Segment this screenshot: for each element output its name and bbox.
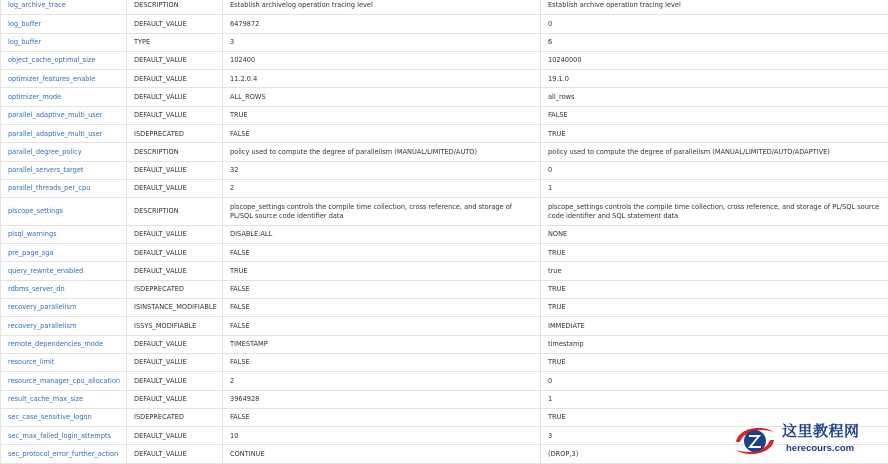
parameter-name-link[interactable]: sec_case_sensitive_logon [1,408,127,426]
table-row [1,335,888,353]
attribute-cell: DEFAULT_VALUE [127,179,223,197]
parameter-name-link[interactable]: optimizer_features_enable [1,70,127,88]
new-value-cell: TRUE [541,299,888,317]
attribute-cell: ISDEPRECATED [127,125,223,143]
parameter-name-link[interactable]: resource_limit [1,353,127,371]
parameter-name-link[interactable]: sec_protocol_error_further_action [1,445,127,463]
table-row [1,125,888,143]
new-value-cell: TRUE [541,408,888,426]
parameter-name-link[interactable]: query_rewrite_enabled [1,262,127,280]
attribute-cell: DEFAULT_VALUE [127,262,223,280]
new-value-cell: 19.1.0 [541,70,888,88]
old-value-cell: TRUE [223,262,541,280]
parameter-name-link[interactable]: resource_manager_cpu_allocation [1,372,127,390]
swoosh-z-logo-icon [732,422,778,460]
parameter-name-link[interactable]: parallel_adaptive_multi_user [1,106,127,124]
table-row [1,161,888,179]
attribute-cell: DEFAULT_VALUE [127,372,223,390]
parameter-name-link[interactable]: sec_max_failed_login_attempts [1,427,127,445]
attribute-cell: TYPE [127,33,223,51]
table-row [1,353,888,371]
old-value-cell: CONTINUE [223,445,541,463]
attribute-cell: DEFAULT_VALUE [127,390,223,408]
attribute-cell: DEFAULT_VALUE [127,88,223,106]
attribute-cell: ISINSTANCE_MODIFIABLE [127,299,223,317]
table-row [1,198,888,226]
watermark-chinese-title: 这里教程网 [782,422,860,440]
old-value-cell: TIMESTAMP [223,335,541,353]
new-value-cell: 10240000 [541,51,888,69]
old-value-cell: FALSE [223,317,541,335]
parameter-name-link[interactable]: log_buffer [1,15,127,33]
table-row [1,280,888,298]
parameter-name-link[interactable]: parallel_threads_per_cpu [1,179,127,197]
old-value-cell: DISABLE:ALL [223,225,541,243]
old-value-cell: Establish archivelog operation tracing level [223,0,541,15]
table-row [1,0,888,15]
old-value-cell: policy used to compute the degree of parallelism (MANUAL/LIMITED/AUTO) [223,143,541,161]
attribute-cell: DESCRIPTION [127,198,223,226]
parameter-name-link[interactable]: plsql_warnings [1,225,127,243]
table-row [1,106,888,124]
new-value-cell: Establish archive operation tracing level [541,0,888,15]
old-value-cell: FALSE [223,125,541,143]
new-value-cell: 0 [541,372,888,390]
parameter-name-link[interactable]: log_buffer [1,33,127,51]
parameter-name-link[interactable]: recovery_parallelism [1,317,127,335]
parameter-name-link[interactable]: optimizer_mode [1,88,127,106]
parameter-name-link[interactable]: parallel_adaptive_multi_user [1,125,127,143]
new-value-cell: true [541,262,888,280]
new-value-cell: 6 [541,33,888,51]
attribute-cell: ISSYS_MODIFIABLE [127,317,223,335]
attribute-cell: DESCRIPTION [127,0,223,15]
new-value-cell: 0 [541,161,888,179]
new-value-cell: TRUE [541,125,888,143]
attribute-cell: DEFAULT_VALUE [127,51,223,69]
old-value-cell: 102400 [223,51,541,69]
table-row [1,143,888,161]
new-value-cell: 0 [541,15,888,33]
parameter-name-link[interactable]: parallel_degree_policy [1,143,127,161]
new-value-cell: 1 [541,390,888,408]
site-watermark [732,418,884,462]
new-value-cell: policy used to compute the degree of parallelism (MANUAL/LIMITED/AUTO/ADAPTIVE) [541,143,888,161]
table-body [1,0,888,463]
parameter-name-link[interactable]: result_cache_max_size [1,390,127,408]
new-value-cell: plscope_settings controls the compile time collection, cross reference, and storage of PL/SQL source code identifier and SQL statement data [541,198,888,226]
table-row [1,15,888,33]
old-value-cell: TRUE [223,106,541,124]
old-value-cell: FALSE [223,244,541,262]
attribute-cell: DEFAULT_VALUE [127,427,223,445]
table-row [1,317,888,335]
table-row [1,70,888,88]
new-value-cell: all_rows [541,88,888,106]
new-value-cell: TRUE [541,353,888,371]
new-value-cell: (DROP,3) [541,445,888,463]
new-value-cell: IMMEDIATE [541,317,888,335]
new-value-cell: TRUE [541,244,888,262]
attribute-cell: DEFAULT_VALUE [127,70,223,88]
table-row [1,179,888,197]
old-value-cell: 2 [223,179,541,197]
attribute-cell: DEFAULT_VALUE [127,445,223,463]
old-value-cell: 32 [223,161,541,179]
table-row [1,390,888,408]
old-value-cell: plscope_settings controls the compile time collection, cross reference, and storage of PL/SQL source code identifier data [223,198,541,226]
new-value-cell: NONE [541,225,888,243]
table-row [1,262,888,280]
parameter-name-link[interactable]: rdbms_server_dn [1,280,127,298]
attribute-cell: DEFAULT_VALUE [127,335,223,353]
parameter-name-link[interactable]: plscope_settings [1,198,127,226]
table-row [1,33,888,51]
attribute-cell: DEFAULT_VALUE [127,15,223,33]
attribute-cell: DEFAULT_VALUE [127,225,223,243]
attribute-cell: ISDEPRECATED [127,280,223,298]
new-value-cell: 3 [541,427,888,445]
old-value-cell: 6479872 [223,15,541,33]
parameter-name-link[interactable]: parallel_servers_target [1,161,127,179]
old-value-cell: FALSE [223,299,541,317]
parameter-name-link[interactable]: log_archive_trace [1,0,127,15]
new-value-cell: 1 [541,179,888,197]
parameter-name-link[interactable]: object_cache_optimal_size [1,51,127,69]
old-value-cell: ALL_ROWS [223,88,541,106]
attribute-cell: DEFAULT_VALUE [127,244,223,262]
attribute-cell: ISDEPRECATED [127,408,223,426]
watermark-domain: herecours.com [786,443,855,454]
old-value-cell: FALSE [223,353,541,371]
table-row [1,299,888,317]
old-value-cell: 2 [223,372,541,390]
parameter-name-link[interactable]: remote_dependencies_mode [1,335,127,353]
parameter-name-link[interactable]: pre_page_sga [1,244,127,262]
attribute-cell: DEFAULT_VALUE [127,353,223,371]
new-value-cell: TRUE [541,280,888,298]
old-value-cell: FALSE [223,280,541,298]
old-value-cell: 3964928 [223,390,541,408]
old-value-cell: 10 [223,427,541,445]
table-row [1,372,888,390]
table-row [1,225,888,243]
table-row [1,244,888,262]
attribute-cell: DEFAULT_VALUE [127,161,223,179]
old-value-cell: 11.2.0.4 [223,70,541,88]
new-value-cell: timestamp [541,335,888,353]
new-value-cell: FALSE [541,106,888,124]
table-row [1,88,888,106]
attribute-cell: DESCRIPTION [127,143,223,161]
old-value-cell: 3 [223,33,541,51]
table-row [1,51,888,69]
old-value-cell: FALSE [223,408,541,426]
attribute-cell: DEFAULT_VALUE [127,106,223,124]
parameter-name-link[interactable]: recovery_parallelism [1,299,127,317]
